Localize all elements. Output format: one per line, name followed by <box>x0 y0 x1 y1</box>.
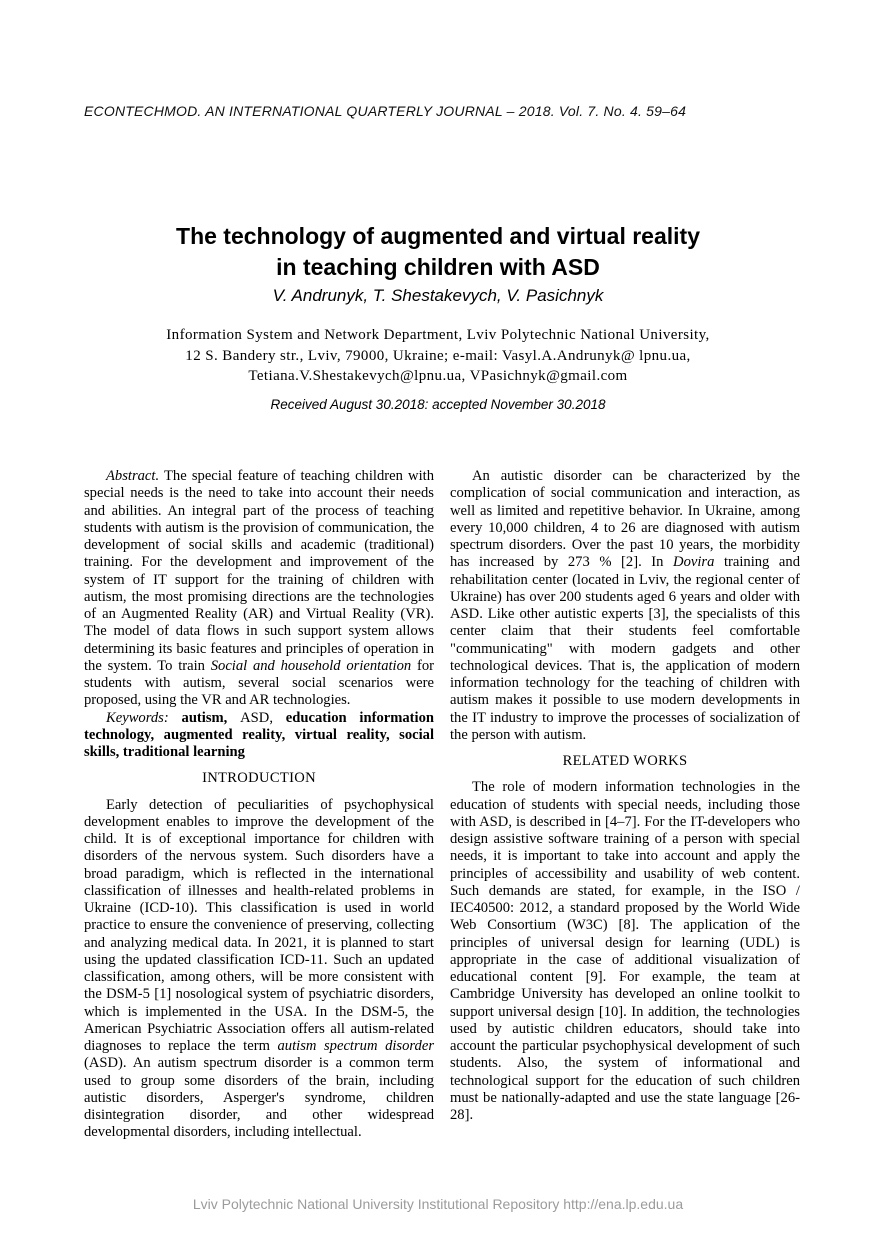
autistic-disorder-text-2: training and rehabilitation center (located in Lviv, the regional center of Ukraine) has over 200 students aged 6 years and older with ASD. Like other autistic experts [3], the specialists of this center claim that their students feel comfortable "communicating" with modern gadgets and other technological devices. That is, the application of modern information technology for the teaching of children with autism makes it possible to use modern developments in the IT industry to improve the processes of socialization of the person with autism. <box>450 554 800 743</box>
abstract-italic-phrase: Social and household orientation <box>210 657 412 674</box>
keywords-label: Keywords: <box>106 709 182 726</box>
introduction-text-2: (ASD). An autism spectrum disorder is a common term used to group some disorders of the brain, including autistic disorders, Asperger's syndrome, children disintegration disorder, and other widespread developmental disorders, including intellectual. <box>84 1055 434 1141</box>
affiliation-line-2: 12 S. Bandery str., Lviv, 79000, Ukraine; e-mail: Vasyl.A.Andrunyk@ lpnu.ua, <box>185 347 691 364</box>
repository-footer: Lviv Polytechnic National University Institutional Repository http://ena.lp.edu.ua <box>192 1196 684 1212</box>
affiliation-line-3: Tetiana.V.Shestakevych@lpnu.ua, VPasichnyk@gmail.com <box>248 368 628 384</box>
section-heading-related-works: RELATED WORKS <box>562 753 688 769</box>
abstract-text-2: for students with autism, several social scenarios were proposed, using the VR and AR technologies. <box>84 657 434 709</box>
journal-header-line: ECONTECHMOD. AN INTERNATIONAL QUARTERLY JOURNAL – 2018. Vol. 7. No. 4. 59–64 <box>84 103 687 119</box>
keywords-bold-2: education information technology, augmented reality, virtual reality, social skills, traditional learning <box>84 709 435 760</box>
autistic-disorder-text-1: An autistic disorder can be characterized by the complication of social communication and interaction, as well as limited and repetitive behavior. In Ukraine, among every 10,000 children, 4 to 26 are diagnosed with autism spectrum disorders. Over the past 10 years, the morbidity has increased by 273 % [2]. In <box>450 468 800 571</box>
introduction-italic-phrase: autism spectrum disorder <box>277 1038 434 1054</box>
dovira-italic-phrase: Dovira <box>673 554 715 571</box>
received-accepted-line: Received August 30.2018: accepted November 30.2018 <box>270 397 606 412</box>
authors-line: V. Andrunyk, T. Shestakevych, V. Pasichnyk <box>272 286 604 305</box>
right-column <box>450 468 800 1142</box>
keywords-bold-1: autism, <box>181 709 241 726</box>
abstract-label: Abstract. <box>106 468 160 484</box>
introduction-paragraph <box>84 797 434 1142</box>
introduction-text-1: Early detection of peculiarities of psychophysical development enables to improve the development of the child. It is of exceptional importance for children with disorders of the nervous system. Such disorders have a broad paradigm, which is reflected in the international classification of illnesses and health-related problems in Ukraine (ICD-10). This classification is used in world practice to ensure the convenience of preserving, collecting and analyzing medical data. In 2021, it is planned to start using the updated classification ICD-11. Such an updated classification, among others, will be more consistent with the DSM-5 [1] nosological system of psychiatric disorders, which is implemented in the USA. In the DSM-5, the American Psychiatric Association offers all autism-related diagnoses to replace the term <box>84 796 434 1054</box>
left-column <box>84 468 434 1142</box>
abstract-paragraph <box>84 468 434 710</box>
affiliation-line-1: Information System and Network Department, Lviv Polytechnic National University, <box>166 327 710 343</box>
page-title <box>0 221 876 283</box>
affiliation-block <box>0 325 876 387</box>
related-works-paragraph: The role of modern information technologies in the education of students with special needs, including those with ASD, is described in [4–7]. For the IT-developers who design assistive software training of a person with special needs, it is important to take into account and apply the principles of accessibility and usability of web content. Such demands are stated, for example, in the ISO / IEC40500: 2012, a standard proposed by the World Wide Web Consortium (W3C) [8]. The application of the principles of universal design for learning (UDL) is appropriate in the case of additional visualization of educational content [9]. For example, the team at Cambridge University has developed an online toolkit to support universal design [10]. In addition, the technologies used by autistic children educators, should take into account the particular psychophysical development of such students. Also, the system of informational and technological support for the education of such children must be nationally-adapted and use the state language [26-28]. <box>450 779 800 1123</box>
two-column-body <box>84 468 800 1142</box>
title-line-1: The technology of augmented and virtual reality <box>176 223 700 249</box>
title-line-2: in teaching children with ASD <box>276 254 600 280</box>
autistic-disorder-paragraph <box>450 468 800 744</box>
keywords-regular: ASD, <box>240 709 286 726</box>
keywords-paragraph <box>84 710 434 762</box>
abstract-text-1: The special feature of teaching children with special needs is the need to take into account their needs and abilities. An integral part of the process of teaching students with autism is the provision of communication, the development of social skills and academic (traditional) training. For the development and improvement of the system of IT support for the training of children with autism, the most promising directions are the technologies of an Augmented Reality (AR) and Virtual Reality (VR). The model of data flows in such support system allows determining its basic features and principles of operation in the system. To train <box>84 468 434 674</box>
section-heading-introduction: INTRODUCTION <box>202 770 316 787</box>
